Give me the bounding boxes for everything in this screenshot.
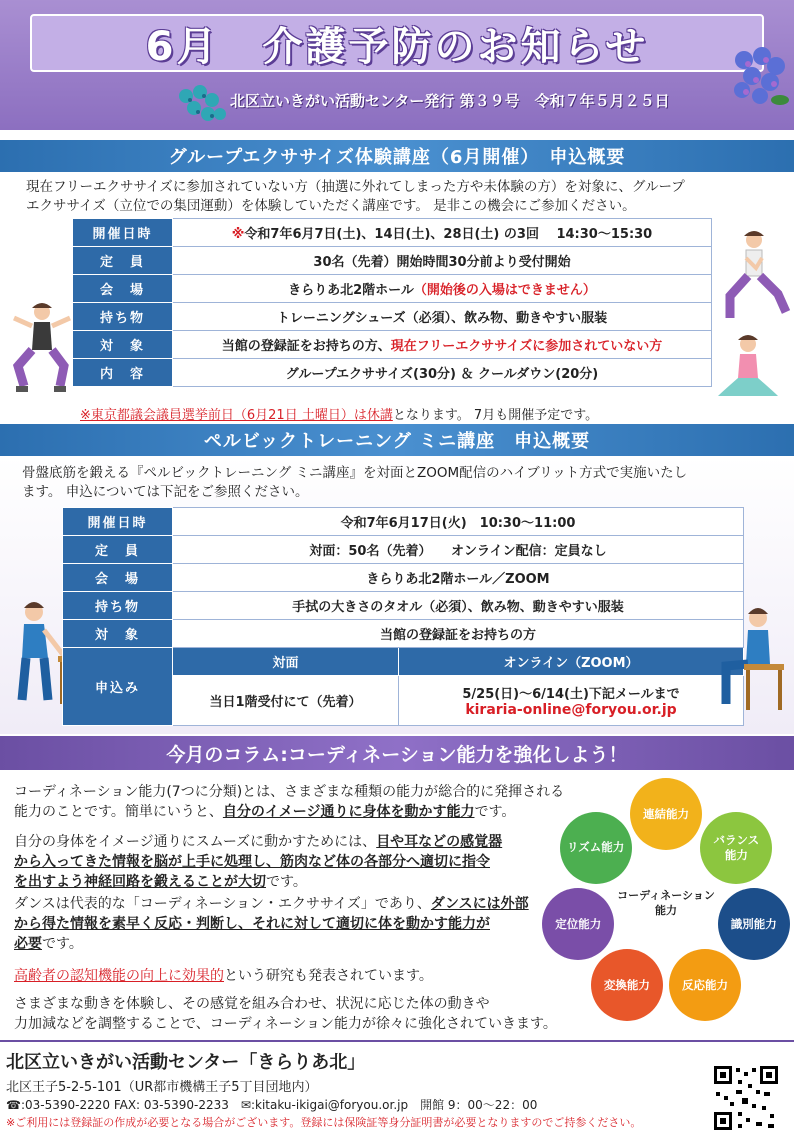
- column-paragraph-2: 自分の身体をイメージ通りにスムーズに動かすためには、目や耳などの感覚器 から入ってきた情報を脳が上手に処理し、筋肉など体の各部分へ適切に指令 を出すよう神経回路を鍛えることが大切です。: [14, 834, 503, 890]
- row-key: 開催日時: [73, 219, 173, 247]
- row-value: 当館の登録証をお持ちの方: [173, 620, 744, 648]
- coordination-wheel: [546, 780, 786, 1030]
- row-key: 対 象: [73, 331, 173, 359]
- table-row: [73, 303, 712, 331]
- section2-intro: [22, 464, 687, 502]
- section2-table: [62, 507, 744, 726]
- section1-intro-line1: 現在フリーエクササイズに参加されていない方（抽選に外れてしまった方や未体験の方）を対象に、グループ: [26, 179, 685, 195]
- row-value: グループエクササイズ(30分) ＆ クールダウン(20分): [173, 359, 712, 387]
- wheel-node: 連結能力: [630, 778, 702, 850]
- table-row: [73, 219, 712, 247]
- table-row: [63, 592, 744, 620]
- wheel-center-label: コーディネーション 能力: [617, 889, 715, 917]
- wheel-node: 変換能力: [591, 949, 663, 1021]
- column-paragraph-5: さまざまな動きを体験し、その感覚を組み合わせ、状況に応じた体の動きや 力加減などを調整することで、コーディネーション能力が徐々に強化されていきます。: [14, 996, 557, 1032]
- row-key: 対 象: [63, 620, 173, 648]
- row-value: 30名（先着）開始時間30分前より受付開始: [173, 247, 712, 275]
- wheel-node: 定位能力: [542, 888, 614, 960]
- section1-table: [72, 218, 712, 387]
- hydrangea-left-icon: [176, 84, 228, 128]
- column-paragraph-3: ダンスは代表的な「コーディネーション・エクササイズ」であり、ダンスには外部 から得た情報を素早く反応・判断し、それに対して適切に体を動かす能力が 必要です。: [14, 896, 529, 952]
- row-key: 開催日時: [63, 508, 173, 536]
- seated-woman-illustration: [714, 604, 792, 714]
- row-value: 対面：50名（先着） オンライン配信：定員なし: [173, 536, 744, 564]
- section1-banner: グループエクササイズ体験講座（6月開催） 申込概要: [0, 140, 794, 172]
- section1-note: ※東京都議会議員選挙前日（6月21日 土曜日）は休講となります。 7月も開催予定です。: [80, 408, 599, 423]
- row-value: 令和7年6月17日(火) 10:30〜11:00: [173, 508, 744, 536]
- qr-code-icon: [712, 1064, 780, 1132]
- table-row: [63, 564, 744, 592]
- row-key: 内 容: [73, 359, 173, 387]
- header-banner: [0, 0, 794, 130]
- table-row: [73, 275, 712, 303]
- column-paragraph-1: コーディネーション能力(7つに分類)とは、さまざまな種類の能力が総合的に発揮される 能力のことです。簡単にいうと、自分のイメージ通りに身体を動かす能力です。: [14, 784, 565, 820]
- row-key: 定 員: [63, 536, 173, 564]
- row-value: 手拭の大きさのタオル（必須）、飲み物、動きやすい服装: [173, 592, 744, 620]
- row-key: 持ち物: [73, 303, 173, 331]
- section2-intro-line2: ます。 申込については下記をご参照ください。: [22, 484, 309, 500]
- apply-key: 申込み: [63, 648, 173, 726]
- title-box: [30, 14, 764, 72]
- column-banner: 今月のコラム:コーディネーション能力を強化しよう！: [0, 736, 794, 770]
- apply-head-inperson: 対面: [173, 648, 399, 676]
- apply-inperson: 当日1階受付にて（先着）: [173, 676, 399, 726]
- footer-note: ※ご利用には登録証の作成が必要となる場合がございます。登録には保険証等身分証明書が必要となりますのでご持参ください。: [6, 1116, 642, 1129]
- wheel-node: 反応能力: [669, 949, 741, 1021]
- publication-line: 北区立いきがい活動センター発行 第３９号 令和７年５月２５日: [230, 92, 670, 110]
- table-row: [63, 648, 744, 676]
- page-title: 6月 介護予防のお知らせ: [145, 23, 649, 70]
- hydrangea-right-icon: [728, 44, 790, 110]
- row-value: きらりあ北2階ホール／ZOOM: [173, 564, 744, 592]
- column-paragraph-4: 高齢者の認知機能の向上に効果的という研究も発表されています。: [14, 968, 433, 984]
- section2-banner: ペルビックトレーニング ミニ講座 申込概要: [0, 424, 794, 456]
- table-row: [73, 359, 712, 387]
- row-key: 会 場: [73, 275, 173, 303]
- lunge-woman-illustration: [716, 228, 792, 326]
- section1-intro: [26, 178, 685, 216]
- apply-email[interactable]: kiraria-online@foryou.or.jp: [465, 702, 677, 718]
- row-value: 当館の登録証をお持ちの方、現在フリーエクササイズに参加されていない方: [173, 331, 712, 359]
- table-row: [73, 331, 712, 359]
- row-key: 持ち物: [63, 592, 173, 620]
- table-row: [63, 508, 744, 536]
- wheel-node: 識別能力: [718, 888, 790, 960]
- wheel-node: リズム能力: [560, 812, 632, 884]
- footer-address: 北区王子5-2-5-101（UR都市機構王子5丁目団地内）: [6, 1080, 318, 1095]
- row-key: 会 場: [63, 564, 173, 592]
- row-value: ※令和7年6月7日(土)、14日(土)、28日(土) の3回 14:30〜15:30: [173, 219, 712, 247]
- table-row: [63, 536, 744, 564]
- stretch-woman-illustration: [708, 334, 790, 406]
- apply-head-online: オンライン（ZOOM）: [399, 648, 744, 676]
- row-key: 定 員: [73, 247, 173, 275]
- section2-intro-line1: 骨盤底筋を鍛える『ペルビックトレーニング ミニ講座』を対面とZOOM配信のハイブリット方式で実施いたし: [22, 465, 688, 481]
- wheel-node: バランス 能力: [700, 812, 772, 884]
- footer-org-name: 北区立いきがい活動センター「きらりあ北」: [6, 1052, 366, 1073]
- row-value: きらりあ北2階ホール（開始後の入場はできません）: [173, 275, 712, 303]
- footer: [0, 1040, 794, 1134]
- table-row: [63, 620, 744, 648]
- table-row: [73, 247, 712, 275]
- footer-contact: ☎:03-5390-2220 FAX: 03-5390-2233 ✉:kitaku-ikigai@foryou.or.jp 開館 9：00〜22：00: [6, 1098, 538, 1112]
- apply-online: 5/25(日)〜6/14(土)下記メールまで kiraria-online@foryou.or.jp: [399, 676, 744, 726]
- squat-woman-illustration: [8, 300, 74, 396]
- section1-intro-line2: エクササイズ（立位での集団運動）を体験していただく講座です。 是非この機会にご参加ください。: [26, 198, 636, 214]
- row-value: トレーニングシューズ（必須）、飲み物、動きやすい服装: [173, 303, 712, 331]
